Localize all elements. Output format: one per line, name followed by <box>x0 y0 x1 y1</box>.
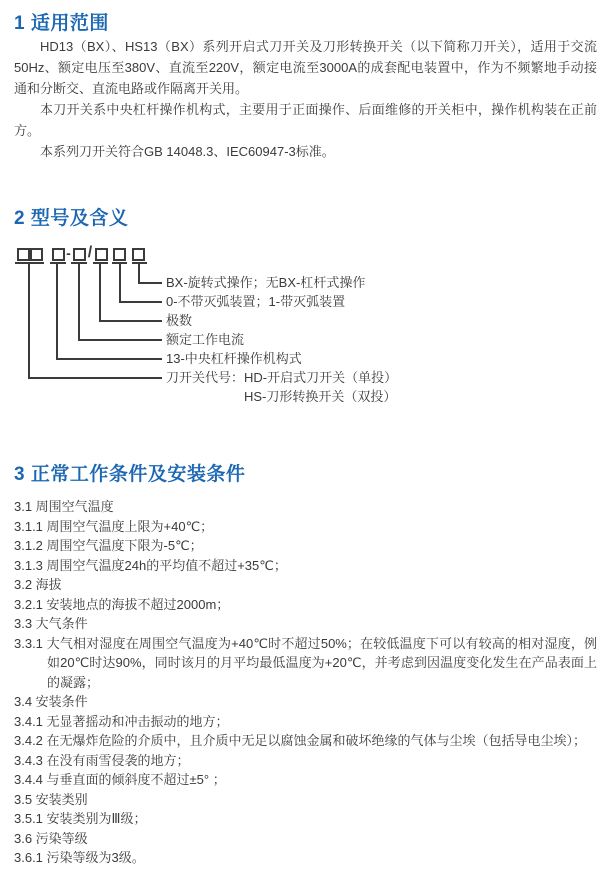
model-box-4 <box>73 248 86 261</box>
clause-3-3: 3.3 大气条件 <box>14 616 88 631</box>
clause-3-4-1: 3.4.1 无显著摇动和冲击振动的地方； <box>14 713 229 729</box>
model-box-7 <box>132 248 145 261</box>
model-dash-symbol: - <box>66 245 71 261</box>
clause-3-4-3: 3.4.3 在没有雨雪侵袭的地方； <box>14 752 190 768</box>
model-box-6 <box>113 248 126 261</box>
clause-3-3-1: 3.3.1 大气相对湿度在周围空气温度为+40℃时不超过50%；在较低温度下可以有较高的相对湿度，例如20℃时达90%，同时该月的月平均最低温度为+20℃，并考虑到因温度变化发生在产品表面上的凝露； <box>14 635 597 690</box>
model-label-operation-type: BX-旋转式操作；无BX-杠杆式操作 <box>166 275 366 290</box>
model-label-switch-code-hs: HS-刀形转换开关（双投） <box>244 389 397 404</box>
model-label-switch-code-hd: 刀开关代号：HD-开启式刀开关（单投） <box>166 370 398 385</box>
section3-clauses <box>14 497 597 868</box>
clause-3-6-1: 3.6.1 污染等级为3级。 <box>14 850 145 865</box>
clause-3-4-4: 3.4.4 与垂直面的倾斜度不超过±5° ； <box>14 772 226 787</box>
section1-paragraph-3: 本系列刀开关符合GB 14048.3、IEC60947-3标准。 <box>40 144 335 159</box>
section1-paragraph-2: 本刀开关系中央杠杆操作机构式，主要用于正面操作、后面维修的开关柜中，操作机构装在正前方。 <box>14 102 597 138</box>
drop-line-2 <box>56 262 58 360</box>
clause-3-1: 3.1 周围空气温度 <box>14 499 114 514</box>
drop-line-1 <box>28 262 30 379</box>
model-label-poles: 极数 <box>166 313 193 328</box>
model-box-2 <box>30 248 43 261</box>
clause-3-5: 3.5 安装类别 <box>14 791 88 807</box>
model-label-lever-mechanism: 13-中央杠杆操作机构式 <box>166 351 302 366</box>
connector-line-5 <box>56 358 162 360</box>
section2-heading: 2 型号及含义 <box>14 208 129 229</box>
drop-line-3 <box>78 262 80 341</box>
drop-line-5 <box>119 262 121 303</box>
clause-3-2-1: 3.2.1 安装地点的海拔不超过2000m； <box>14 596 230 612</box>
model-label-rated-current: 额定工作电流 <box>166 332 245 347</box>
clause-3-6: 3.6 污染等级 <box>14 830 88 846</box>
clause-3-4-2: 3.4.2 在无爆炸危险的介质中，且介质中无足以腐蚀金属和破坏绝缘的气体与尘埃（包括导电尘埃）； <box>14 733 587 748</box>
model-code-diagram <box>0 244 609 414</box>
drop-line-4 <box>99 262 101 322</box>
connector-line-4 <box>78 339 162 341</box>
clause-3-1-1: 3.1.1 周围空气温度上限为+40℃； <box>14 518 214 534</box>
clause-3-4: 3.4 安装条件 <box>14 694 88 709</box>
section1-heading: 1 适用范围 <box>14 13 109 34</box>
model-box-1 <box>17 248 30 261</box>
connector-line-2 <box>119 301 162 303</box>
section1-paragraph-1: HD13（BX）、HS13（BX）系列开启式刀开关及刀形转换开关（以下简称刀开关），适用于交流50Hz、额定电压至380V、直流至220V，额定电流至3000A的成套配电装置中，作为不频繁地手动接通和分断交、直流电路或作隔离开关用。 <box>14 39 597 96</box>
clause-3-1-2: 3.1.2 周围空气温度下限为-5℃； <box>14 538 203 553</box>
clause-3-5-1: 3.5.1 安装类别为Ⅲ级； <box>14 811 147 826</box>
section1-body <box>14 36 597 162</box>
model-slash-symbol: / <box>87 244 93 261</box>
connector-line-1 <box>138 282 162 284</box>
connector-line-6 <box>28 377 162 379</box>
model-box-5 <box>95 248 108 261</box>
model-label-arc-device: 0-不带灭弧装置；1-带灭弧装置 <box>166 294 346 309</box>
clause-3-2: 3.2 海拔 <box>14 577 62 592</box>
drop-line-6 <box>138 262 140 284</box>
section3-heading: 3 正常工作条件及安装条件 <box>14 464 246 485</box>
connector-line-3 <box>99 320 162 322</box>
underline-group-2 <box>50 262 66 264</box>
clause-3-1-3: 3.1.3 周围空气温度24h的平均值不超过+35℃； <box>14 557 287 573</box>
